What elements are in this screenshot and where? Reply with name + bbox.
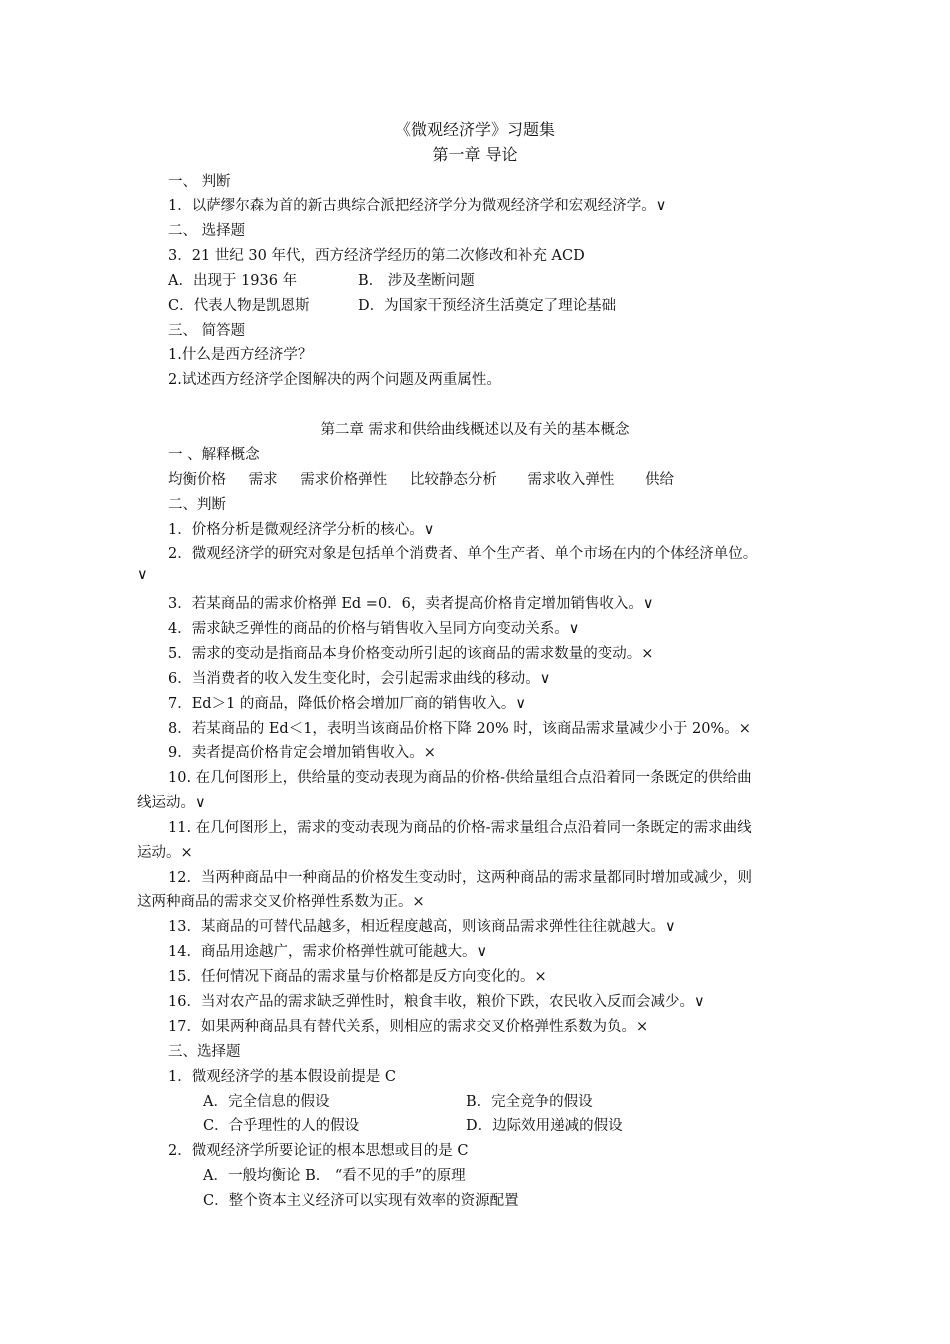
- ch1-section-choice: 二、 选择题: [168, 223, 246, 239]
- ch2-judge-6: 6．当消费者的收入发生变化时，会引起需求曲线的移动。∨: [168, 671, 551, 687]
- ch2-judge-8: 8．若某商品的 Ed＜1，表明当该商品价格下降 20% 时，该商品需求量减少小于 20%。×: [168, 721, 751, 737]
- ch1-section-short: 三、 简答题: [168, 323, 246, 339]
- ch2-judge-11: 11. 在几何图形上，需求的变动表现为商品的价格-需求量组合点沿着同一条既定的需求曲线: [168, 820, 752, 836]
- ch2-judge-5: 5．需求的变动是指商品本身价格变动所引起的该商品的需求数量的变动。×: [168, 646, 654, 662]
- term-3: 需求价格弹性: [300, 472, 388, 488]
- chapter1-heading: 第一章 导论: [432, 145, 518, 164]
- ch2-judge-9: 9．卖者提高价格肯定会增加销售收入。×: [168, 745, 436, 761]
- ch2-judge-12: 12．当两种商品中一种商品的价格发生变动时，这两种商品的需求量都同时增加或减少，则: [168, 870, 752, 886]
- ch2-choice-1: 1．微观经济学的基本假设前提是 C: [168, 1069, 396, 1085]
- ch2-judge-2-cont: ∨: [137, 567, 148, 583]
- ch2-judge-3: 3．若某商品的需求价格弹 Ed =0．6，卖者提高价格肯定增加销售收入。∨: [168, 596, 654, 612]
- ch2-judge-12-cont: 这两种商品的需求交叉价格弹性系数为正。×: [137, 894, 425, 910]
- ch2-judge-13: 13．某商品的可替代品越多，相近程度越高，则该商品需求弹性往往就越大。∨: [168, 919, 676, 935]
- ch2-choice-1-option-a: A．完全信息的假设: [203, 1094, 330, 1110]
- ch2-choice-2-option-c: C．整个资本主义经济可以实现有效率的资源配置: [203, 1193, 519, 1209]
- ch1-q3-option-c: C．代表人物是凯恩斯: [168, 298, 310, 314]
- ch2-judge-10-cont: 线运动。∨: [137, 795, 206, 811]
- ch2-choice-1-option-b: B．完全竞争的假设: [466, 1094, 593, 1110]
- term-1: 均衡价格: [168, 472, 226, 488]
- term-4: 比较静态分析: [409, 472, 497, 488]
- ch2-judge-11-cont: 运动。×: [137, 845, 193, 861]
- ch2-judge-15: 15．任何情况下商品的需求量与价格都是反方向变化的。×: [168, 969, 547, 985]
- ch2-judge-1: 1．价格分析是微观经济学分析的核心。∨: [168, 522, 435, 538]
- ch1-section-judge: 一、 判断: [168, 174, 231, 190]
- term-2: 需求: [248, 472, 278, 488]
- chapter2-heading: 第二章 需求和供给曲线概述以及有关的基本概念: [320, 422, 630, 438]
- ch2-judge-17: 17．如果两种商品具有替代关系，则相应的需求交叉价格弹性系数为负。×: [168, 1019, 649, 1035]
- ch2-judge-4: 4．需求缺乏弹性的商品的价格与销售收入呈同方向变动关系。∨: [168, 621, 580, 637]
- ch2-judge-14: 14．商品用途越广，需求价格弹性就可能越大。∨: [168, 944, 488, 960]
- ch1-q3-option-d: D．为国家干预经济生活奠定了理论基础: [358, 298, 617, 314]
- ch2-judge-10: 10. 在几何图形上，供给量的变动表现为商品的价格-供给量组合点沿着同一条既定的供给曲: [168, 770, 752, 786]
- ch2-choice-1-option-d: D．边际效用递减的假设: [466, 1118, 623, 1134]
- ch2-choice-2-option-ab: A．一般均衡论 B． “看不见的手”的原理: [203, 1168, 466, 1184]
- term-5: 需求收入弹性: [527, 472, 615, 488]
- ch1-short-1: 1.什么是西方经济学？: [168, 347, 313, 363]
- ch2-judge-7: 7．Ed＞1 的商品，降低价格会增加厂商的销售收入。∨: [168, 696, 527, 712]
- ch2-section-concepts: 一 、解释概念: [168, 447, 260, 463]
- ch1-q3-option-b: B． 涉及垄断问题: [358, 273, 475, 289]
- ch1-question-3: 3．21 世纪 30 年代，西方经济学经历的第二次修改和补充 ACD: [168, 248, 585, 264]
- ch2-section-choice: 三、选择题: [168, 1044, 241, 1060]
- ch2-choice-2: 2．微观经济学所要论证的根本思想或目的是 C: [168, 1143, 469, 1159]
- term-6: 供给: [645, 472, 675, 488]
- ch1-short-2: 2.试述西方经济学企图解决的两个问题及两重属性。: [168, 372, 501, 388]
- document-title: 《微观经济学》习题集: [394, 120, 555, 139]
- ch2-judge-2: 2．微观经济学的研究对象是包括单个消费者、单个生产者、单个市场在内的个体经济单位。: [168, 546, 758, 562]
- ch1-question-1: 1．以萨缪尔森为首的新古典综合派把经济学分为微观经济学和宏观经济学。∨: [168, 198, 667, 214]
- ch2-concept-terms: [168, 468, 692, 489]
- ch2-judge-16: 16．当对农产品的需求缺乏弹性时，粮食丰收，粮价下跌，农民收入反而会减少。∨: [168, 994, 705, 1010]
- ch2-choice-1-option-c: C．合乎理性的人的假设: [203, 1118, 360, 1134]
- ch1-q3-option-a: A．出现于 1936 年: [168, 273, 298, 289]
- ch2-section-judge: 二、判断: [168, 497, 226, 513]
